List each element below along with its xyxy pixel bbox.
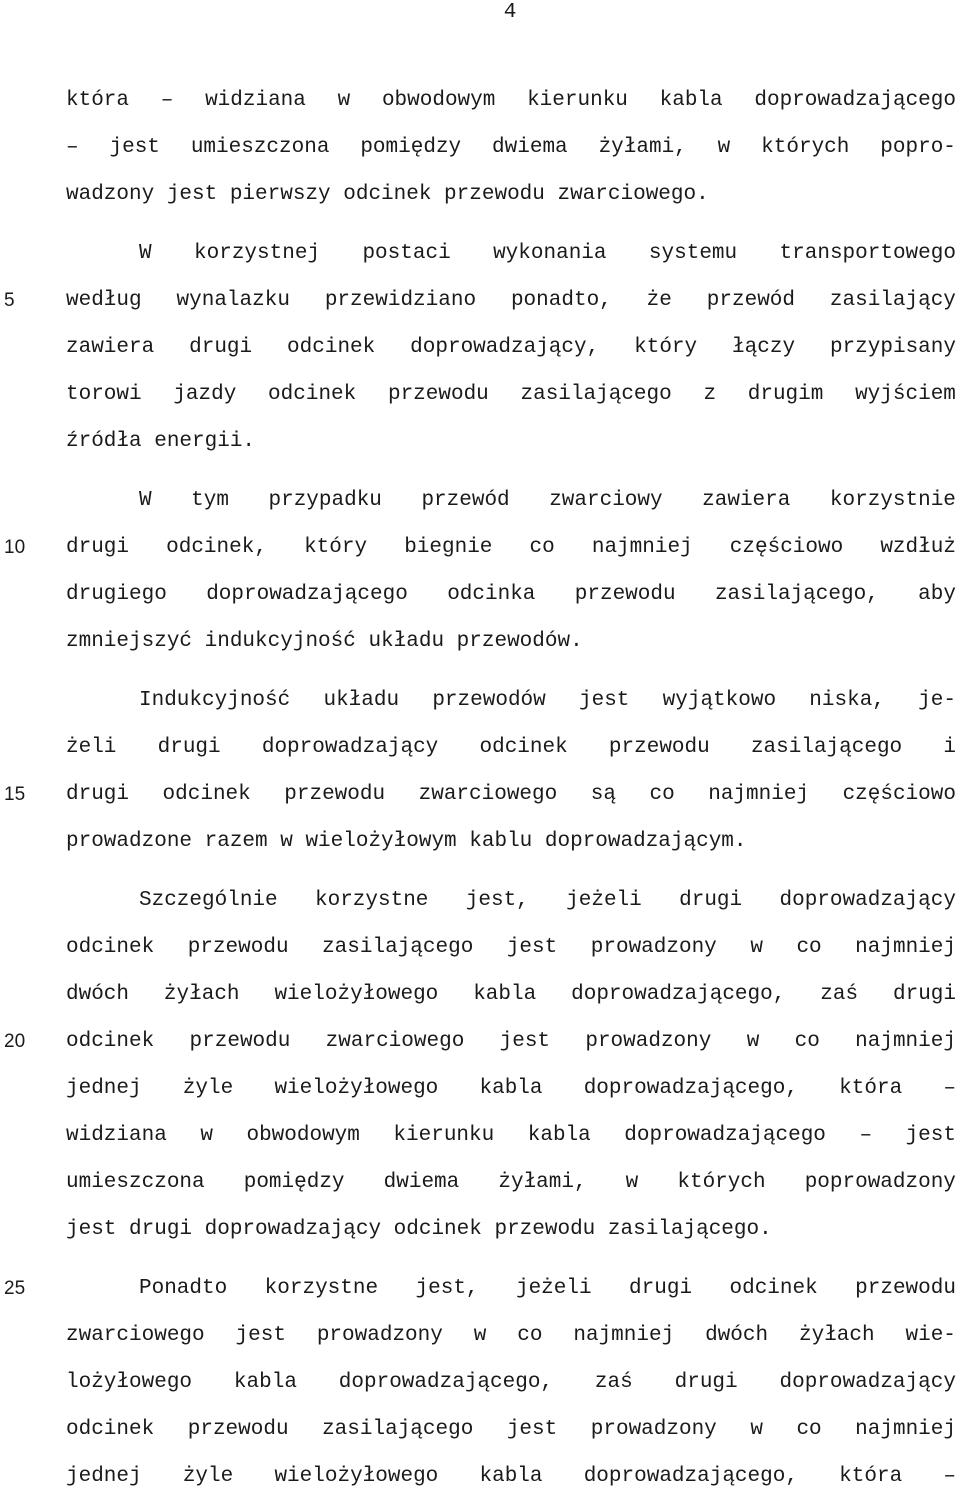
text-line: Indukcyjność układu przewodów jest wyjątkowo niska, je- — [139, 689, 956, 712]
text-line: drugiego doprowadzającego odcinka przewodu zasilającego, aby — [66, 583, 956, 606]
text-line: drugi odcinek przewodu zwarciowego są co najmniej częściowo — [66, 783, 956, 806]
text-line: wadzony jest pierwszy odcinek przewodu zwarciowego. — [66, 183, 709, 206]
margin-line-number: 5 — [4, 290, 15, 311]
text-line: dwóch żyłach wielożyłowego kabla doprowadzającego, zaś drugi — [66, 983, 956, 1006]
text-line: która – widziana w obwodowym kierunku kabla doprowadzającego — [66, 89, 956, 112]
margin-line-number: 20 — [4, 1031, 26, 1052]
margin-line-number: 10 — [4, 537, 26, 558]
text-line: odcinek przewodu zwarciowego jest prowadzony w co najmniej — [66, 1030, 956, 1053]
text-line: odcinek przewodu zasilającego jest prowadzony w co najmniej — [66, 1418, 956, 1441]
text-line: W tym przypadku przewód zwarciowy zawiera korzystnie — [139, 489, 956, 512]
text-line: prowadzone razem w wielożyłowym kablu doprowadzającym. — [66, 830, 747, 853]
text-line: jest drugi doprowadzający odcinek przewodu zasilającego. — [66, 1218, 772, 1241]
text-line: według wynalazku przewidziano ponadto, że przewód zasilający — [66, 289, 956, 312]
text-line: odcinek przewodu zasilającego jest prowadzony w co najmniej — [66, 936, 956, 959]
text-line: źródła energii. — [66, 430, 256, 453]
text-line: Ponadto korzystne jest, jeżeli drugi odcinek przewodu — [139, 1277, 956, 1300]
text-line: torowi jazdy odcinek przewodu zasilającego z drugim wyjściem — [66, 383, 956, 406]
page-number: 4 — [503, 1, 517, 24]
text-line: zawiera drugi odcinek doprowadzający, który łączy przypisany — [66, 336, 956, 359]
text-line: widziana w obwodowym kierunku kabla doprowadzającego – jest — [66, 1124, 956, 1147]
text-line: jednej żyle wielożyłowego kabla doprowadzającego, która – — [66, 1465, 956, 1488]
text-line: lożyłowego kabla doprowadzającego, zaś drugi doprowadzający — [66, 1371, 956, 1394]
text-line: żeli drugi doprowadzający odcinek przewodu zasilającego i — [66, 736, 956, 759]
text-line: – jest umieszczona pomiędzy dwiema żyłami, w których popro- — [66, 136, 956, 159]
margin-line-number: 15 — [4, 784, 26, 805]
text-line: umieszczona pomiędzy dwiema żyłami, w których poprowadzony — [66, 1171, 956, 1194]
text-line: jednej żyle wielożyłowego kabla doprowadzającego, która – — [66, 1077, 956, 1100]
margin-line-number: 25 — [4, 1278, 26, 1299]
text-line: zwarciowego jest prowadzony w co najmniej dwóch żyłach wie- — [66, 1324, 956, 1347]
text-line: Szczególnie korzystne jest, jeżeli drugi doprowadzający — [139, 889, 956, 912]
text-line: drugi odcinek, który biegnie co najmniej częściowo wzdłuż — [66, 536, 956, 559]
text-line: zmniejszyć indukcyjność układu przewodów. — [66, 630, 583, 653]
text-line: W korzystnej postaci wykonania systemu transportowego — [139, 242, 956, 265]
